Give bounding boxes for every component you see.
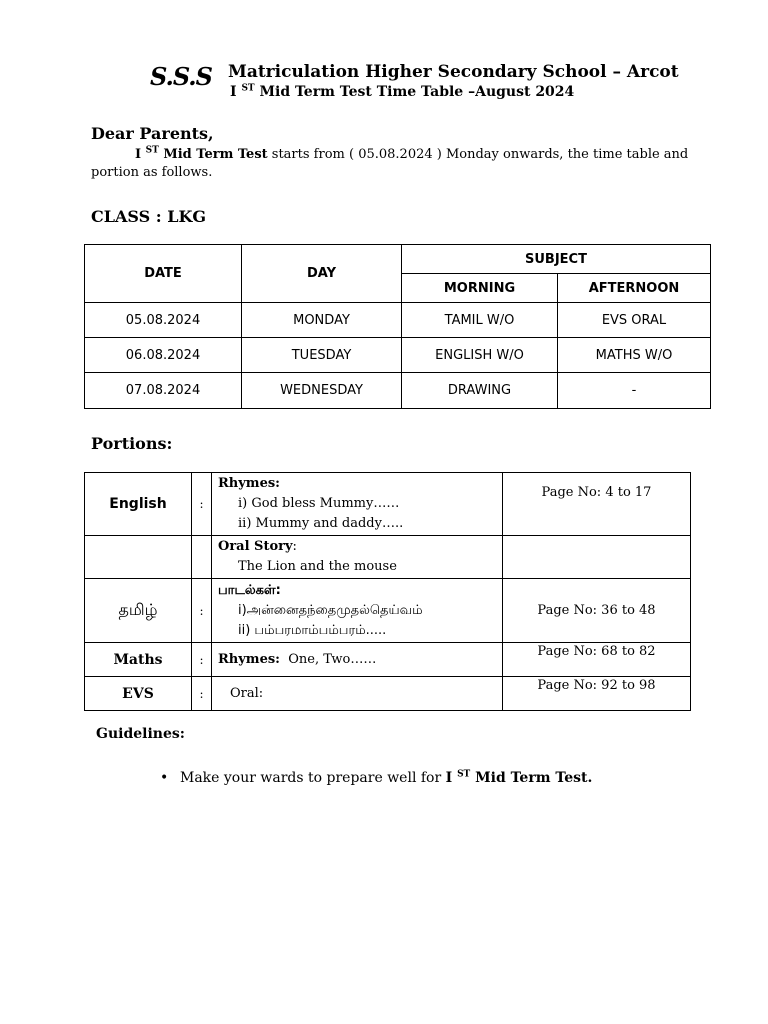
- timetable: [84, 244, 711, 409]
- page-range: Page No: 92 to 98: [503, 677, 691, 711]
- portion-row-maths: [85, 643, 691, 677]
- cell-morning: DRAWING: [402, 373, 558, 409]
- colon: :: [192, 579, 212, 643]
- school-logo: S.S.S: [150, 62, 212, 91]
- colon: :: [192, 643, 212, 677]
- bullet-icon: •: [160, 770, 169, 786]
- cell-day: TUESDAY: [242, 338, 402, 373]
- evs-oral: Oral:: [212, 677, 503, 711]
- class-label: CLASS : LKG: [91, 207, 207, 226]
- cell-date: 05.08.2024: [85, 303, 242, 338]
- cell-afternoon: EVS ORAL: [558, 303, 711, 338]
- cell-afternoon: MATHS W/O: [558, 338, 711, 373]
- header-afternoon: AFTERNOON: [558, 274, 711, 303]
- guidelines-title: Guidelines:: [96, 726, 185, 742]
- portions-title: Portions:: [91, 434, 173, 453]
- portion-row-tamil: [85, 579, 691, 643]
- header-date: DATE: [85, 245, 242, 303]
- header-morning: MORNING: [402, 274, 558, 303]
- cell-morning: ENGLISH W/O: [402, 338, 558, 373]
- cell-date: 07.08.2024: [85, 373, 242, 409]
- table-row: [85, 338, 711, 373]
- greeting: Dear Parents,: [91, 124, 214, 143]
- subject-evs: EVS: [85, 677, 192, 711]
- colon: :: [192, 677, 212, 711]
- tamil-songs: பாடல்கள்: i)அன்னைதந்தைமுதல்தெய்வம் ii) பம்பரமாம்பம்பரம்.....: [212, 579, 503, 643]
- header-subject: SUBJECT: [402, 245, 711, 274]
- page-range: Page No: 36 to 48: [503, 579, 691, 643]
- cell-day: WEDNESDAY: [242, 373, 402, 409]
- portion-row-english: [85, 473, 691, 536]
- portion-row-evs: [85, 677, 691, 711]
- subject-tamil: தமிழ்: [85, 579, 192, 643]
- header-day: DAY: [242, 245, 402, 303]
- page-range: Page No: 4 to 17: [503, 473, 691, 536]
- english-oral-story: Oral Story: The Lion and the mouse: [212, 536, 503, 579]
- school-name: Matriculation Higher Secondary School – Arcot: [228, 62, 679, 82]
- guideline-item: • Make your wards to prepare well for I $^{ST}$ Mid Term Test.: [160, 769, 593, 786]
- english-rhymes: Rhymes: i) God bless Mummy…… ii) Mummy and daddy…..: [212, 473, 503, 536]
- cell-date: 06.08.2024: [85, 338, 242, 373]
- cell-day: MONDAY: [242, 303, 402, 338]
- portions-table: [84, 472, 691, 711]
- page-subtitle: I $^{ST}$ Mid Term Test Time Table –August 2024: [230, 83, 575, 100]
- subject-maths: Maths: [85, 643, 192, 677]
- subject-english: English: [85, 473, 192, 536]
- cell-morning: TAMIL W/O: [402, 303, 558, 338]
- cell-afternoon: -: [558, 373, 711, 409]
- colon: :: [192, 473, 212, 536]
- table-row: [85, 303, 711, 338]
- table-row: [85, 373, 711, 409]
- intro-paragraph: I $^{ST}$ Mid Term Test starts from ( 05.08.2024 ) Monday onwards, the time table and portion as follows.: [91, 145, 689, 180]
- portion-row-oral-story: [85, 536, 691, 579]
- maths-rhymes: Rhymes: One, Two……: [212, 643, 503, 677]
- page-range: Page No: 68 to 82: [503, 643, 691, 677]
